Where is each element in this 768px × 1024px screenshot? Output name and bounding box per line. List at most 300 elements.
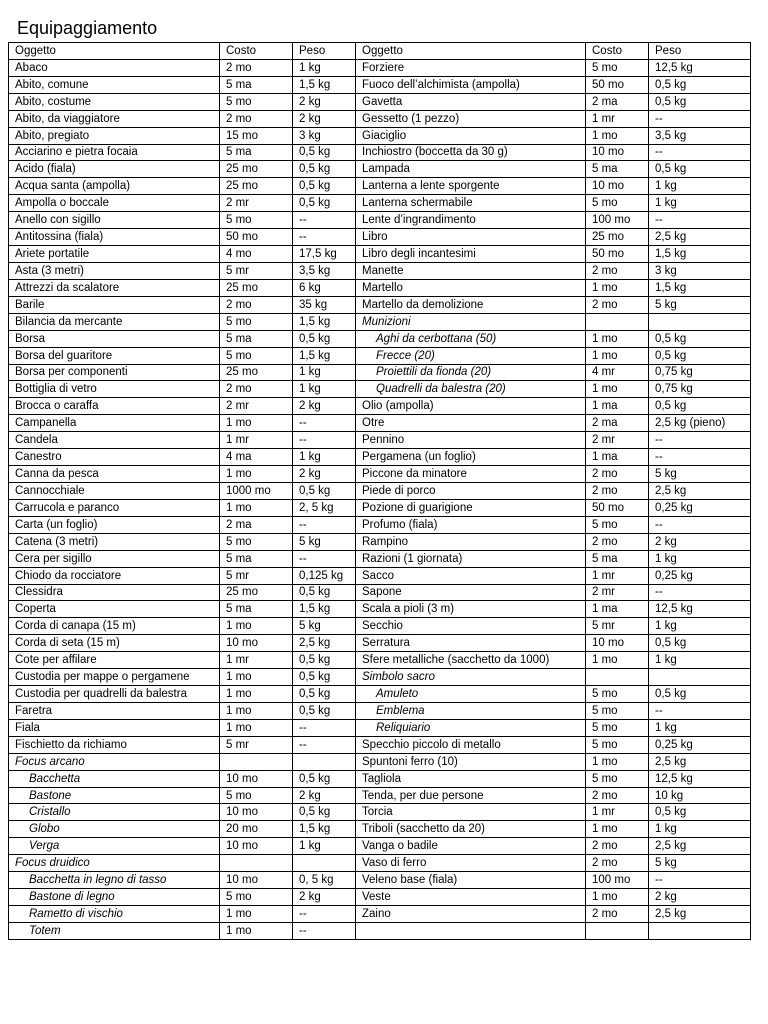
item-name-cell: Razioni (1 giornata) xyxy=(356,550,586,567)
item-name-cell: Carrucola e paranco xyxy=(9,499,220,516)
item-cost-cell: 1 mo xyxy=(220,669,293,686)
item-weight-cell: 5 kg xyxy=(293,533,356,550)
item-weight-cell xyxy=(649,313,751,330)
item-cost-cell: 1 ma xyxy=(586,601,649,618)
table-row xyxy=(9,669,751,686)
item-cost-cell xyxy=(220,855,293,872)
item-cost-cell: 1 mo xyxy=(220,415,293,432)
item-name-cell: Bottiglia di vetro xyxy=(9,381,220,398)
page-title: Equipaggiamento xyxy=(17,18,158,38)
table-row xyxy=(9,499,751,516)
item-weight-cell: -- xyxy=(293,719,356,736)
item-name-cell: Bastone di legno xyxy=(9,889,220,906)
table-row xyxy=(9,855,751,872)
item-weight-cell: 1,5 kg xyxy=(293,347,356,364)
item-name-cell: Simbolo sacro xyxy=(356,669,586,686)
item-weight-cell: 3 kg xyxy=(649,262,751,279)
item-name-cell: Inchiostro (boccetta da 30 g) xyxy=(356,144,586,161)
table-row xyxy=(9,144,751,161)
item-cost-cell: 1 mr xyxy=(586,804,649,821)
table-row xyxy=(9,584,751,601)
item-cost-cell xyxy=(220,753,293,770)
item-name-cell: Abaco xyxy=(9,59,220,76)
item-name-cell: Torcia xyxy=(356,804,586,821)
item-cost-cell: 1 mo xyxy=(220,466,293,483)
item-cost-cell: 1 mr xyxy=(586,110,649,127)
item-weight-cell: 2 kg xyxy=(293,398,356,415)
item-name-cell: Custodia per quadrelli da balestra xyxy=(9,686,220,703)
item-name-cell: Cera per sigillo xyxy=(9,550,220,567)
table-row xyxy=(9,906,751,923)
item-weight-cell: 2,5 kg xyxy=(649,753,751,770)
item-weight-cell: 0,5 kg xyxy=(649,804,751,821)
item-weight-cell: -- xyxy=(649,212,751,229)
table-row xyxy=(9,652,751,669)
item-name-cell: Coperta xyxy=(9,601,220,618)
column-header-weight: Peso xyxy=(293,43,356,60)
item-name-cell: Piccone da minatore xyxy=(356,466,586,483)
item-name-cell: Corda di canapa (15 m) xyxy=(9,618,220,635)
item-cost-cell: 1 ma xyxy=(586,449,649,466)
item-cost-cell: 1 mo xyxy=(220,618,293,635)
item-cost-cell: 10 mo xyxy=(586,178,649,195)
item-weight-cell xyxy=(293,753,356,770)
table-row xyxy=(9,516,751,533)
item-cost-cell: 2 mo xyxy=(586,906,649,923)
item-name-cell: Asta (3 metri) xyxy=(9,262,220,279)
item-name-cell: Vanga o badile xyxy=(356,838,586,855)
item-weight-cell: 0,5 kg xyxy=(649,347,751,364)
table-row xyxy=(9,449,751,466)
item-cost-cell: 4 mr xyxy=(586,364,649,381)
table-row xyxy=(9,922,751,939)
item-weight-cell: 1 kg xyxy=(293,364,356,381)
item-cost-cell: 2 mo xyxy=(586,855,649,872)
item-name-cell: Abito, costume xyxy=(9,93,220,110)
item-weight-cell: 2,5 kg (pieno) xyxy=(649,415,751,432)
item-weight-cell: 5 kg xyxy=(649,296,751,313)
table-row xyxy=(9,533,751,550)
item-cost-cell: 2 ma xyxy=(220,516,293,533)
item-weight-cell: -- xyxy=(649,432,751,449)
item-name-cell: Faretra xyxy=(9,702,220,719)
item-name-cell: Martello da demolizione xyxy=(356,296,586,313)
item-name-cell: Pennino xyxy=(356,432,586,449)
item-weight-cell: 1 kg xyxy=(649,178,751,195)
item-cost-cell: 1 mo xyxy=(586,381,649,398)
item-weight-cell: 2 kg xyxy=(293,93,356,110)
item-name-cell: Specchio piccolo di metallo xyxy=(356,736,586,753)
table-row xyxy=(9,178,751,195)
item-cost-cell: 5 mr xyxy=(220,567,293,584)
item-weight-cell: -- xyxy=(649,516,751,533)
table-row xyxy=(9,313,751,330)
item-cost-cell: 1 mo xyxy=(220,702,293,719)
table-header-row xyxy=(9,43,751,60)
item-weight-cell: 1,5 kg xyxy=(293,76,356,93)
item-weight-cell: 0,5 kg xyxy=(293,652,356,669)
item-cost-cell: 25 mo xyxy=(220,584,293,601)
item-name-cell: Sapone xyxy=(356,584,586,601)
item-cost-cell: 50 mo xyxy=(220,229,293,246)
item-cost-cell: 10 mo xyxy=(586,635,649,652)
item-cost-cell: 25 mo xyxy=(220,178,293,195)
table-row xyxy=(9,838,751,855)
item-cost-cell: 5 mo xyxy=(586,195,649,212)
item-name-cell: Brocca o caraffa xyxy=(9,398,220,415)
item-cost-cell: 2 mo xyxy=(586,482,649,499)
item-weight-cell: 1 kg xyxy=(649,821,751,838)
item-name-cell: Manette xyxy=(356,262,586,279)
item-cost-cell: 25 mo xyxy=(220,161,293,178)
item-weight-cell: 2,5 kg xyxy=(649,838,751,855)
item-weight-cell: 2 kg xyxy=(293,889,356,906)
item-weight-cell xyxy=(649,922,751,939)
item-weight-cell: 1,5 kg xyxy=(293,601,356,618)
item-weight-cell: 1,5 kg xyxy=(293,313,356,330)
table-row xyxy=(9,381,751,398)
item-weight-cell: 5 kg xyxy=(293,618,356,635)
item-name-cell: Antitossina (fiala) xyxy=(9,229,220,246)
item-cost-cell: 5 mo xyxy=(586,719,649,736)
item-name-cell: Rampino xyxy=(356,533,586,550)
item-cost-cell: 2 mo xyxy=(220,110,293,127)
item-cost-cell: 1 mr xyxy=(220,652,293,669)
table-row xyxy=(9,719,751,736)
table-row xyxy=(9,821,751,838)
item-cost-cell: 5 ma xyxy=(220,76,293,93)
item-name-cell: Zaino xyxy=(356,906,586,923)
item-weight-cell: 35 kg xyxy=(293,296,356,313)
item-name-cell: Tagliola xyxy=(356,770,586,787)
item-cost-cell: 1 ma xyxy=(586,398,649,415)
item-name-cell: Abito, comune xyxy=(9,76,220,93)
item-name-cell: Bacchetta in legno di tasso xyxy=(9,872,220,889)
item-cost-cell: 5 mo xyxy=(586,516,649,533)
item-weight-cell: -- xyxy=(293,906,356,923)
item-name-cell: Rametto di vischio xyxy=(9,906,220,923)
item-weight-cell: 0,5 kg xyxy=(293,686,356,703)
item-name-cell: Libro xyxy=(356,229,586,246)
item-name-cell: Barile xyxy=(9,296,220,313)
item-cost-cell: 10 mo xyxy=(220,838,293,855)
item-weight-cell: -- xyxy=(293,212,356,229)
item-cost-cell: 5 mo xyxy=(220,347,293,364)
item-name-cell: Sfere metalliche (sacchetto da 1000) xyxy=(356,652,586,669)
item-name-cell: Gessetto (1 pezzo) xyxy=(356,110,586,127)
item-cost-cell: 50 mo xyxy=(586,499,649,516)
item-weight-cell: -- xyxy=(649,584,751,601)
item-cost-cell: 5 mo xyxy=(586,702,649,719)
item-cost-cell: 5 mo xyxy=(220,889,293,906)
item-weight-cell: 1 kg xyxy=(293,449,356,466)
item-name-cell: Sacco xyxy=(356,567,586,584)
item-cost-cell: 1 mo xyxy=(220,499,293,516)
item-name-cell: Reliquiario xyxy=(356,719,586,736)
item-name-cell: Cote per affilare xyxy=(9,652,220,669)
item-weight-cell: 2 kg xyxy=(293,787,356,804)
item-cost-cell: 5 mo xyxy=(220,787,293,804)
item-weight-cell: 2,5 kg xyxy=(293,635,356,652)
equipment-table xyxy=(8,42,751,940)
item-cost-cell: 5 mo xyxy=(586,770,649,787)
item-name-cell: Gavetta xyxy=(356,93,586,110)
item-name-cell xyxy=(356,922,586,939)
item-cost-cell: 1 mo xyxy=(586,652,649,669)
table-row xyxy=(9,246,751,263)
table-row xyxy=(9,93,751,110)
item-weight-cell xyxy=(293,855,356,872)
item-name-cell: Pozione di guarigione xyxy=(356,499,586,516)
item-weight-cell: 0,5 kg xyxy=(293,144,356,161)
item-name-cell: Borsa xyxy=(9,330,220,347)
item-weight-cell: 0,5 kg xyxy=(293,482,356,499)
item-cost-cell: 1 mo xyxy=(220,906,293,923)
item-name-cell: Forziere xyxy=(356,59,586,76)
item-name-cell: Bilancia da mercante xyxy=(9,313,220,330)
item-cost-cell: 5 mo xyxy=(220,313,293,330)
item-cost-cell: 5 mr xyxy=(220,262,293,279)
item-name-cell: Emblema xyxy=(356,702,586,719)
item-name-cell: Bacchetta xyxy=(9,770,220,787)
table-row xyxy=(9,702,751,719)
item-cost-cell: 100 mo xyxy=(586,212,649,229)
item-name-cell: Aghi da cerbottana (50) xyxy=(356,330,586,347)
item-weight-cell: -- xyxy=(649,110,751,127)
table-row xyxy=(9,127,751,144)
item-weight-cell: 5 kg xyxy=(649,466,751,483)
item-name-cell: Serratura xyxy=(356,635,586,652)
item-name-cell: Munizioni xyxy=(356,313,586,330)
item-name-cell: Bastone xyxy=(9,787,220,804)
item-name-cell: Ariete portatile xyxy=(9,246,220,263)
item-weight-cell: 1 kg xyxy=(649,719,751,736)
item-name-cell: Abito, da viaggiatore xyxy=(9,110,220,127)
item-cost-cell: 5 mo xyxy=(586,59,649,76)
item-cost-cell: 10 mo xyxy=(220,804,293,821)
item-weight-cell: 0,75 kg xyxy=(649,364,751,381)
item-weight-cell: 2 kg xyxy=(293,466,356,483)
item-name-cell: Martello xyxy=(356,279,586,296)
column-header-cost: Costo xyxy=(586,43,649,60)
item-name-cell: Amuleto xyxy=(356,686,586,703)
item-name-cell: Otre xyxy=(356,415,586,432)
item-weight-cell: 1 kg xyxy=(293,59,356,76)
item-weight-cell: 0,5 kg xyxy=(293,669,356,686)
table-row xyxy=(9,59,751,76)
item-cost-cell: 10 mo xyxy=(220,635,293,652)
item-name-cell: Triboli (sacchetto da 20) xyxy=(356,821,586,838)
item-weight-cell: 0, 5 kg xyxy=(293,872,356,889)
table-row xyxy=(9,466,751,483)
item-name-cell: Fiala xyxy=(9,719,220,736)
item-name-cell: Acido (fiala) xyxy=(9,161,220,178)
item-cost-cell: 2 mr xyxy=(586,432,649,449)
item-name-cell: Libro degli incantesimi xyxy=(356,246,586,263)
item-weight-cell: 0,5 kg xyxy=(649,686,751,703)
item-cost-cell: 25 mo xyxy=(586,229,649,246)
item-name-cell: Fuoco dell’alchimista (ampolla) xyxy=(356,76,586,93)
table-row xyxy=(9,279,751,296)
item-name-cell: Canestro xyxy=(9,449,220,466)
item-name-cell: Lanterna a lente sporgente xyxy=(356,178,586,195)
item-cost-cell: 15 mo xyxy=(220,127,293,144)
item-cost-cell: 1 mo xyxy=(586,347,649,364)
item-cost-cell: 1 mr xyxy=(220,432,293,449)
item-name-cell: Veleno base (fiala) xyxy=(356,872,586,889)
table-row xyxy=(9,212,751,229)
item-weight-cell: 0,125 kg xyxy=(293,567,356,584)
item-weight-cell: 0,5 kg xyxy=(293,178,356,195)
column-header-item: Oggetto xyxy=(356,43,586,60)
item-cost-cell: 2 mo xyxy=(220,59,293,76)
item-cost-cell: 2 mo xyxy=(220,381,293,398)
item-weight-cell: -- xyxy=(293,516,356,533)
item-name-cell: Focus arcano xyxy=(9,753,220,770)
table-body xyxy=(9,59,751,939)
item-weight-cell: -- xyxy=(293,736,356,753)
item-name-cell: Acqua santa (ampolla) xyxy=(9,178,220,195)
item-weight-cell: 3 kg xyxy=(293,127,356,144)
item-weight-cell: 1,5 kg xyxy=(649,279,751,296)
item-weight-cell: 1,5 kg xyxy=(293,821,356,838)
item-weight-cell: -- xyxy=(293,229,356,246)
table-row xyxy=(9,889,751,906)
table-row xyxy=(9,415,751,432)
table-row xyxy=(9,364,751,381)
item-cost-cell xyxy=(586,669,649,686)
item-cost-cell: 2 mo xyxy=(586,262,649,279)
item-name-cell: Catena (3 metri) xyxy=(9,533,220,550)
item-cost-cell: 20 mo xyxy=(220,821,293,838)
item-name-cell: Globo xyxy=(9,821,220,838)
item-name-cell: Lanterna schermabile xyxy=(356,195,586,212)
column-header-item: Oggetto xyxy=(9,43,220,60)
item-name-cell: Canna da pesca xyxy=(9,466,220,483)
item-cost-cell: 50 mo xyxy=(586,246,649,263)
item-cost-cell: 2 mo xyxy=(586,533,649,550)
item-weight-cell: 1 kg xyxy=(649,195,751,212)
item-name-cell: Proiettili da fionda (20) xyxy=(356,364,586,381)
item-weight-cell: 0,5 kg xyxy=(293,584,356,601)
item-cost-cell: 5 mo xyxy=(220,533,293,550)
table-row xyxy=(9,753,751,770)
item-name-cell: Corda di seta (15 m) xyxy=(9,635,220,652)
item-name-cell: Secchio xyxy=(356,618,586,635)
item-name-cell: Abito, pregiato xyxy=(9,127,220,144)
item-cost-cell: 4 ma xyxy=(220,449,293,466)
item-name-cell: Piede di porco xyxy=(356,482,586,499)
item-cost-cell: 5 ma xyxy=(586,161,649,178)
item-cost-cell: 10 mo xyxy=(586,144,649,161)
item-cost-cell: 2 mo xyxy=(220,296,293,313)
table-row xyxy=(9,482,751,499)
item-weight-cell: 0,25 kg xyxy=(649,567,751,584)
table-row xyxy=(9,432,751,449)
column-header-weight: Peso xyxy=(649,43,751,60)
table-row xyxy=(9,229,751,246)
item-cost-cell: 1000 mo xyxy=(220,482,293,499)
table-row xyxy=(9,195,751,212)
item-name-cell: Spuntoni ferro (10) xyxy=(356,753,586,770)
item-weight-cell xyxy=(649,669,751,686)
item-cost-cell: 100 mo xyxy=(586,872,649,889)
item-name-cell: Candela xyxy=(9,432,220,449)
item-name-cell: Scala a pioli (3 m) xyxy=(356,601,586,618)
item-cost-cell: 1 mo xyxy=(220,922,293,939)
item-weight-cell: 3,5 kg xyxy=(293,262,356,279)
item-weight-cell: -- xyxy=(293,432,356,449)
item-weight-cell: 0,5 kg xyxy=(649,330,751,347)
item-cost-cell: 2 mr xyxy=(220,398,293,415)
table-row xyxy=(9,262,751,279)
item-cost-cell: 1 mo xyxy=(586,127,649,144)
table-row xyxy=(9,296,751,313)
item-weight-cell: 2,5 kg xyxy=(649,906,751,923)
item-cost-cell: 2 mr xyxy=(586,584,649,601)
item-cost-cell: 10 mo xyxy=(220,872,293,889)
item-name-cell: Totem xyxy=(9,922,220,939)
item-weight-cell: 2, 5 kg xyxy=(293,499,356,516)
item-cost-cell: 2 mo xyxy=(586,296,649,313)
item-weight-cell: 0,75 kg xyxy=(649,381,751,398)
item-weight-cell: 2 kg xyxy=(649,889,751,906)
table-row xyxy=(9,686,751,703)
item-name-cell: Anello con sigillo xyxy=(9,212,220,229)
item-cost-cell: 5 ma xyxy=(220,550,293,567)
item-cost-cell xyxy=(586,313,649,330)
item-cost-cell: 1 mo xyxy=(220,719,293,736)
item-weight-cell: 0,5 kg xyxy=(293,804,356,821)
item-cost-cell xyxy=(586,922,649,939)
item-cost-cell: 5 mr xyxy=(220,736,293,753)
item-weight-cell: 12,5 kg xyxy=(649,770,751,787)
item-weight-cell: 1 kg xyxy=(293,838,356,855)
item-cost-cell: 50 mo xyxy=(586,76,649,93)
item-weight-cell: 0,5 kg xyxy=(293,770,356,787)
table-row xyxy=(9,161,751,178)
table-row xyxy=(9,330,751,347)
table-row xyxy=(9,601,751,618)
item-name-cell: Olio (ampolla) xyxy=(356,398,586,415)
item-name-cell: Fischietto da richiamo xyxy=(9,736,220,753)
item-weight-cell: 1 kg xyxy=(293,381,356,398)
table-row xyxy=(9,787,751,804)
item-weight-cell: 12,5 kg xyxy=(649,59,751,76)
item-weight-cell: 0,5 kg xyxy=(293,161,356,178)
item-cost-cell: 1 mo xyxy=(586,330,649,347)
item-weight-cell: -- xyxy=(293,922,356,939)
item-weight-cell: 6 kg xyxy=(293,279,356,296)
item-cost-cell: 1 mo xyxy=(220,686,293,703)
table-row xyxy=(9,770,751,787)
item-cost-cell: 2 ma xyxy=(586,93,649,110)
item-weight-cell: 0,5 kg xyxy=(649,635,751,652)
item-cost-cell: 5 mo xyxy=(220,212,293,229)
table-row xyxy=(9,76,751,93)
item-cost-cell: 2 mo xyxy=(586,787,649,804)
item-name-cell: Profumo (fiala) xyxy=(356,516,586,533)
table-row xyxy=(9,635,751,652)
item-cost-cell: 25 mo xyxy=(220,364,293,381)
item-weight-cell: 10 kg xyxy=(649,787,751,804)
item-weight-cell: 0,5 kg xyxy=(293,195,356,212)
item-name-cell: Attrezzi da scalatore xyxy=(9,279,220,296)
item-name-cell: Pergamena (un foglio) xyxy=(356,449,586,466)
item-weight-cell: 0,5 kg xyxy=(649,93,751,110)
item-cost-cell: 5 mo xyxy=(220,93,293,110)
item-name-cell: Quadrelli da balestra (20) xyxy=(356,381,586,398)
